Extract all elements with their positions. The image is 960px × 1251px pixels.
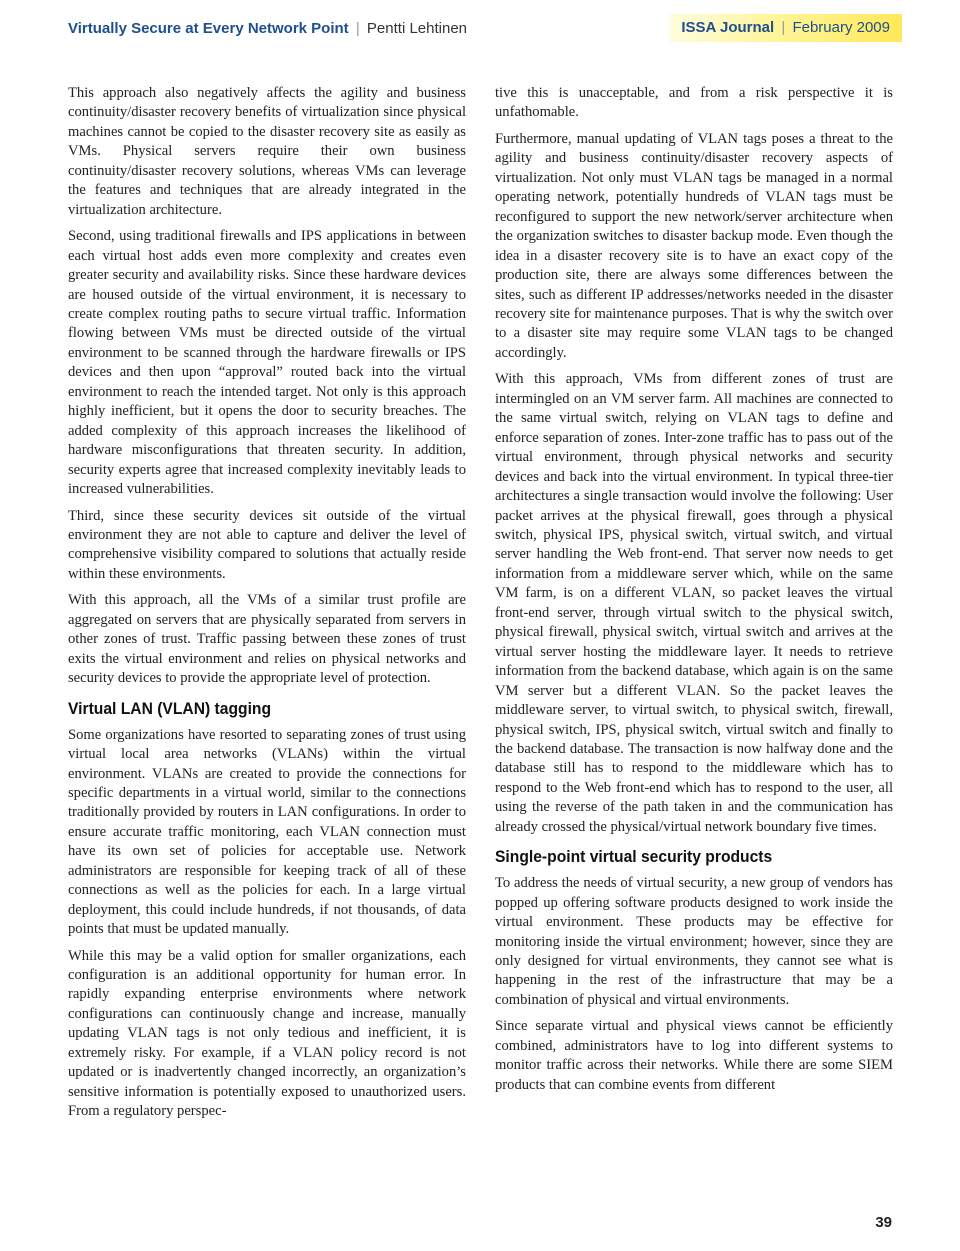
body-paragraph: With this approach, VMs from different zones of trust are intermingled on an VM server farm. All machines are connected to the same virtual switch, relying on VLAN tags to define and enforce separation of zones. Inter-zone traffic has to pass out of the virtual environment, through physical networks and security devices and back into the virtual environment. In typical three-tier architectures a single transaction would involve the following: User packet arrives at the physical firewall, goes through a physical switch, physical IPS, physical switch, virtual switch, and virtual server handling the Web front-end. That server now needs to get information from a middleware server which, while on the same VM farm, is on a different VLAN, so packet leaves the virtual front-end server, through virtual switch to the physical switch, physical firewall, physical switch, virtual switch and arrives at the virtual server hosting the middleware layer. It needs to retrieve information from the backend database, which again is on the same VM server but a different VLAN. So the packet leaves the middleware server, to virtual switch, to physical switch, firewall, physical switch, IPS, physical switch, virtual switch and finally to the backend database. The transaction is now halfway done and the database still has to respond to the middleware which has to respond to the Web front-end which has to respond to the user, all using the reverse of the path taken in and the communication has already crossed the physical/virtual network boundary five times. [495,371,893,835]
section-heading-vlan-tagging: Virtual LAN (VLAN) tagging [68,698,272,718]
body-paragraph: While this may be a valid option for smaller organizations, each configuration is an additional opportunity for human error. In rapidly expanding enterprise environments where network configurations can continuously change and increase, manually updating VLAN tags is not only tedious and inefficient, it is extremely risky. For example, if a VLAN policy record is not updated or is inadvertently changed incorrectly, an organization’s sensitive information is potentially exposed to unauthorized users. From a regulatory perspec- [68,947,466,1120]
body-paragraph: With this approach, all the VMs of a similar trust profile are aggregated on servers that are physically separated from servers in other zones of trust. Traffic passing between these zones of trust exits the virtual environment and relies on physical networks and security devices to provide the appropriate level of protection. [68,592,466,687]
left-column [68,84,466,1129]
body-paragraph: Second, using traditional firewalls and IPS applications in between each virtual host adds even more complexity and creates even greater security and availability risks. Since these hardware devices are housed outside of the virtual environment, it is necessary to create complex routing paths to secure virtual traffic. Information flowing between VMs must be directed outside of the virtual environment to be scanned through the hardware firewalls or IPS devices and then upon “approval” routed back into the virtual environment to reach the intended target. Not only is this approach highly inefficient, but it opens the door to security breaches. The added complexity of this approach increases the likelihood of hardware misconfigurations that threaten security. In addition, security experts agree that increased complexity inevitably leads to increased vulnerabilities. [68,228,466,498]
section-heading-single-point-products: Single-point virtual security products [495,847,773,867]
body-paragraph: To address the needs of virtual security, a new group of vendors has popped up offering software products designed to work inside the virtual environment. These products may be effective for monitoring inside the virtual environment; however, since they are only designed for virtual environments, they cannot see what is happening in the rest of the infrastructure that may be a combination of physical and virtual environments. [495,875,893,1008]
running-header [0,14,960,46]
body-paragraph: Since separate virtual and physical views cannot be efficiently combined, administrators have to log into different systems to monitor traffic across their networks. While there are some SIEM products that can combine events from different [495,1018,893,1093]
header-article-info [68,20,467,37]
header-author: Pentti Lehtinen [366,20,467,37]
body-paragraph: tive this is unacceptable, and from a risk perspective it is unfathomable. [495,85,893,121]
body-paragraph: This approach also negatively affects the agility and business continuity/disaster recovery benefits of virtualization since physical machines cannot be copied to the disaster recovery site as easily as VMs. Physical servers require their own business continuity/disaster recovery solutions, whereas VMs can leverage the features and techniques that are already integrated in the virtualization architecture. [68,85,466,218]
body-paragraph: Some organizations have resorted to separating zones of trust using virtual local area networks (VLANs) within the virtual environment. VLANs are created to provide the connections for specific departments in a virtual world, similar to the connections traditionally provided by routers in LAN configurations. In order to ensure accurate traffic monitoring, each VLAN connection must have its own set of policies for acceptable use. Network administrators are responsible for keeping track of all of these connections as well as the policies for each. In a large virtual deployment, this could include hundreds, if not thousands, of data points that must be updated manually. [68,726,466,938]
header-issue-date: February 2009 [792,19,890,36]
right-column [495,84,893,1102]
header-article-title: Virtually Secure at Every Network Point [68,20,349,37]
header-separator: | [355,20,360,37]
page-number: 39 [875,1214,892,1231]
header-journal-name: ISSA Journal [681,19,775,36]
body-paragraph: Furthermore, manual updating of VLAN tags poses a threat to the agility and business continuity/disaster recovery aspects of virtualization. Not only must VLAN tags be managed in a normal operating network, potentially hundreds of VLAN tags must be reconfigured to support the new network/server architecture when the organization switches to disaster backup mode. Even though the idea in a disaster recovery site is to have an exact copy of the production site, there are always some differences between the sites, such as different IP addresses/networks needed in the disaster recovery site for maintenance purposes. That is why the switch over to a disaster site may require some VLAN tags to be changed accordingly. [495,130,893,361]
header-separator-right: | [781,19,786,36]
body-paragraph: Third, since these security devices sit outside of the virtual environment they are not able to capture and deliver the level of comprehensive visibility compared to solutions that actually reside within these environments. [68,507,466,582]
header-journal-info [669,14,902,42]
